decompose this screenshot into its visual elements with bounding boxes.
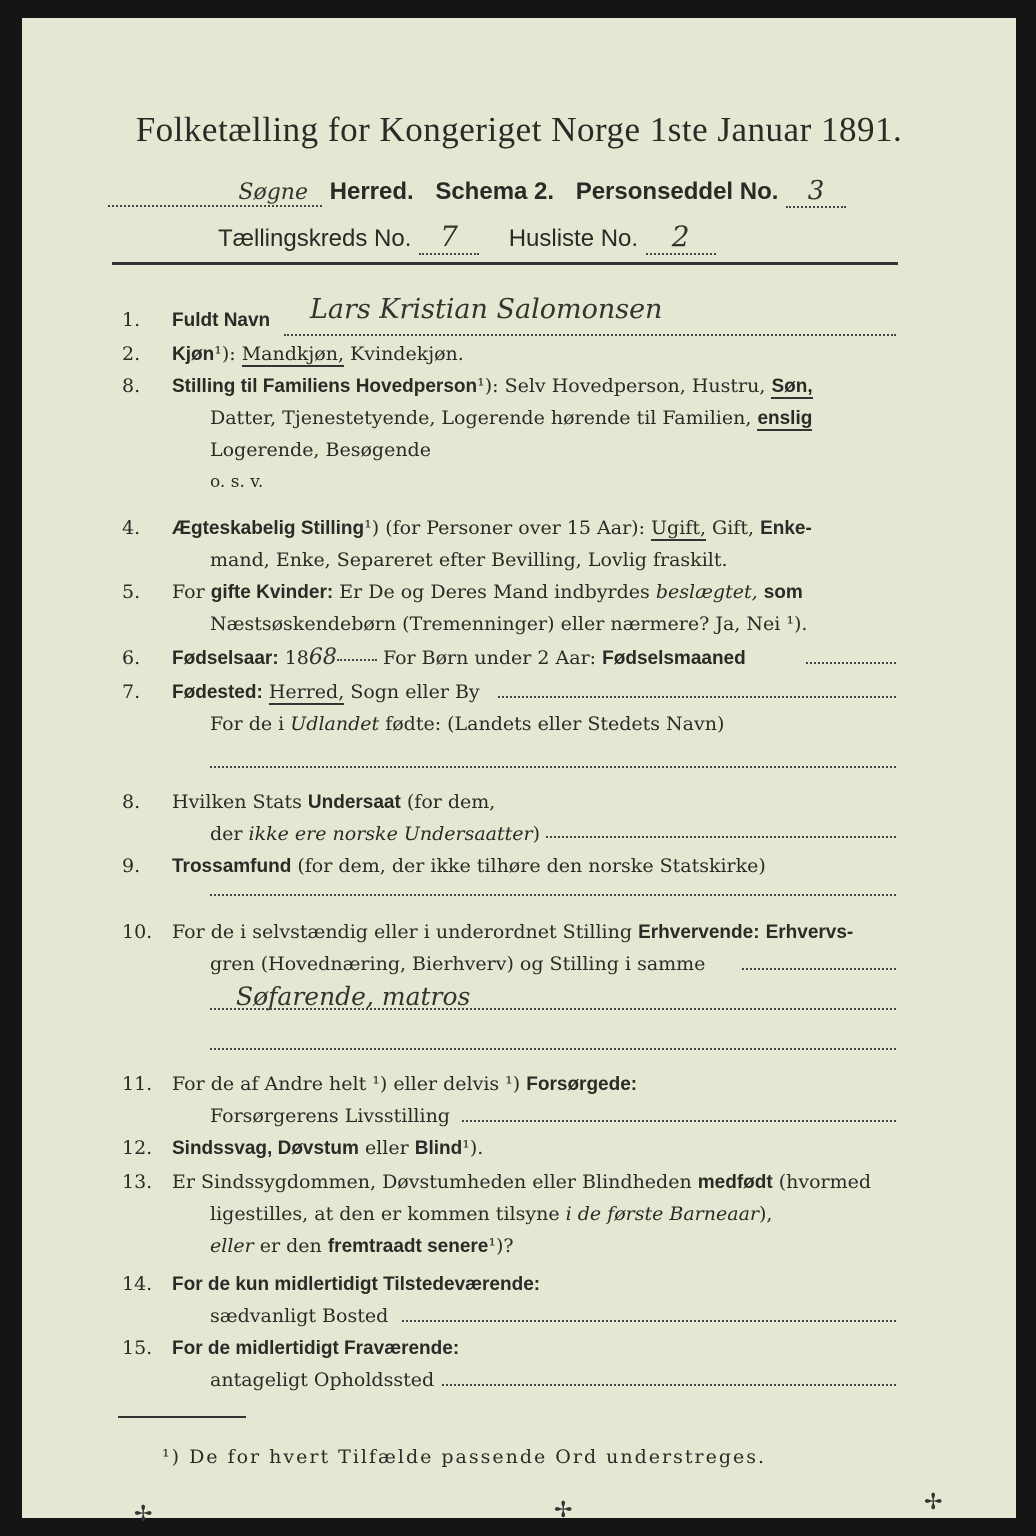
- abroad-prefix: For de i: [210, 713, 285, 735]
- item-5-som: som: [763, 582, 803, 603]
- item-number: 11.: [122, 1073, 153, 1095]
- item-10-line-2: gren (Hovednæring, Bierhverv) og Stilling i samme: [210, 953, 706, 975]
- full-name-value: Lars Kristian Salomonsen: [310, 294, 663, 325]
- item-7: [122, 678, 480, 707]
- disability-label: Sindssvag, Døvstum: [172, 1138, 359, 1159]
- item-number: 13.: [122, 1171, 153, 1193]
- supported-label: Forsørgede:: [526, 1074, 638, 1095]
- item-5: [122, 578, 803, 607]
- personseddel-value: 3: [786, 176, 846, 208]
- footnote-ref: ¹):: [214, 343, 236, 365]
- related-word: beslægtet,: [655, 581, 758, 603]
- kreds-label: Tællingskreds No.: [218, 225, 412, 252]
- item-number: 14.: [122, 1273, 153, 1295]
- occupation-branch-label: Erhvervs-: [765, 922, 854, 943]
- full-name-dotline: [284, 334, 896, 336]
- item-15-line-2: antageligt Opholdssted: [210, 1369, 435, 1391]
- congenital-line2-c: ),: [759, 1203, 773, 1225]
- item-number: 8.: [122, 375, 141, 397]
- item-5-for: For: [172, 581, 205, 603]
- married-women-label: gifte Kvinder:: [210, 582, 334, 603]
- birth-month-label: Fødselsmaaned: [602, 648, 746, 669]
- congenital-question: Er Sindssygdommen, Døvstumheden eller Blindheden: [172, 1171, 692, 1193]
- son-option: Søn,: [771, 376, 813, 397]
- form-title: Folketælling for Kongeriget Norge 1ste Januar 1891.: [135, 110, 903, 149]
- herred-line: [108, 176, 846, 208]
- footnote-rule: [118, 1416, 246, 1418]
- full-name-label: Fuldt Navn: [172, 310, 271, 331]
- family-position-label: Stilling til Familiens Hovedperson: [172, 376, 478, 397]
- birthplace-dotline: [498, 696, 896, 698]
- occupation-dotline-3: [210, 1048, 896, 1050]
- under-two-label: For Børn under 2 Aar:: [382, 647, 597, 669]
- congenital-note: (hvormed: [778, 1171, 872, 1193]
- registration-mark-icon: ✢: [924, 1490, 943, 1515]
- occupation-dotline-2: [210, 1008, 896, 1010]
- item-5-question: Er De og Deres Mand indbyrdes: [339, 581, 650, 603]
- widower-option: Enke-: [760, 518, 812, 539]
- husliste-label: Husliste No.: [508, 225, 639, 252]
- item-1: [122, 306, 270, 335]
- congenital-label: medfødt: [697, 1172, 773, 1193]
- item-number: 2.: [122, 343, 141, 365]
- sex-label: Kjøn: [172, 344, 215, 365]
- congenital-line3-a: eller: [210, 1235, 254, 1257]
- family-position-options: ¹): Selv Hovedperson, Hustru,: [477, 375, 766, 397]
- footnote: ¹) De for hvert Tilfælde passende Ord understreges.: [162, 1446, 767, 1468]
- citizenship-prefix: Hvilken Stats: [172, 791, 302, 813]
- birthplace-options: Sogn eller By: [350, 681, 480, 703]
- item-4: [122, 514, 812, 543]
- congenital-line2-a: ligestilles, at den er kommen tilsyne: [210, 1203, 560, 1225]
- citizenship-line2-b: ikke ere norske Undersaatter: [248, 823, 533, 845]
- abroad-dotline: [210, 766, 896, 768]
- personseddel-label: Personseddel No.: [575, 178, 779, 205]
- registration-mark-icon: ✢: [554, 1498, 573, 1523]
- congenital-line3-b: er den: [259, 1235, 322, 1257]
- religion-dotline: [210, 894, 896, 896]
- item-number: 4.: [122, 517, 141, 539]
- birthplace-herred-option: Herred,: [268, 681, 345, 703]
- birth-year-prefix: 18: [284, 647, 309, 669]
- item-12: [122, 1134, 483, 1163]
- item-13-line-3: [210, 1232, 514, 1261]
- occupation-label: Erhvervende:: [638, 922, 760, 943]
- item-7-line-2: [210, 710, 724, 738]
- disability-or: eller: [364, 1137, 409, 1159]
- item-number: 10.: [122, 921, 153, 943]
- supporter-dotline: [462, 1120, 896, 1122]
- item-13-line-2: [210, 1200, 772, 1228]
- footnote-ref: ¹).: [462, 1137, 484, 1159]
- citizenship-line2-c: ): [532, 823, 541, 845]
- citizenship-dotline: [546, 836, 896, 838]
- birthplace-label: Fødested:: [172, 682, 263, 703]
- item-6: [122, 644, 746, 673]
- blind-label: Blind: [414, 1138, 463, 1159]
- item-number: 8.: [122, 791, 141, 813]
- husliste-value: 2: [646, 220, 716, 255]
- unmarried-option: Ugift,: [651, 517, 706, 539]
- item-11: [122, 1070, 637, 1099]
- item-14-line-2: sædvanligt Bosted: [210, 1305, 389, 1327]
- family-position-options-2: Datter, Tjenestetyende, Logerende hørende til Familien,: [210, 407, 752, 429]
- occupation-value: Søfarende, matros: [236, 982, 471, 1011]
- item-number: 1.: [122, 309, 141, 331]
- occupation-prefix: For de i selvstændig eller i underordnet Stilling: [172, 921, 633, 943]
- dots: [337, 658, 377, 661]
- residence-dotline: [402, 1320, 896, 1322]
- later-label: fremtraadt senere: [327, 1236, 489, 1257]
- religion-note: (for dem, der ikke tilhøre den norske Statskirke): [297, 855, 766, 877]
- birth-year-value: 68: [308, 645, 337, 670]
- temporary-present-label: For de kun midlertidigt Tilstedeværende:: [172, 1274, 541, 1295]
- item-8: [122, 788, 495, 817]
- temporary-absent-label: For de midlertidigt Fraværende:: [172, 1338, 460, 1359]
- kreds-value: 7: [419, 220, 479, 255]
- citizenship-line2-a: der: [210, 823, 243, 845]
- whereabouts-dotline: [442, 1384, 896, 1386]
- married-option: Gift,: [712, 517, 755, 539]
- abroad-word: Udlandet: [290, 713, 380, 735]
- citizenship-note: (for dem,: [406, 791, 496, 813]
- item-number: 15.: [122, 1337, 153, 1359]
- item-number: 9.: [122, 855, 141, 877]
- abroad-rest: fødte: (Landets eller Stedets Navn): [385, 713, 725, 735]
- item-9: [122, 852, 766, 881]
- item-3-line-4: o. s. v.: [210, 472, 264, 492]
- item-15: [122, 1334, 459, 1363]
- item-2: [122, 340, 464, 369]
- item-number: 5.: [122, 581, 141, 603]
- sex-male-option: Mandkjøn,: [241, 343, 345, 365]
- census-form: [22, 18, 1016, 1527]
- item-5-line-2: Næstsøskendebørn (Tremenninger) eller nærmere? Ja, Nei ¹).: [210, 613, 808, 635]
- header-rule: [112, 262, 898, 265]
- item-3-line-3: Logerende, Besøgende: [210, 439, 431, 461]
- citizenship-label: Undersaat: [307, 792, 401, 813]
- item-number: 6.: [122, 647, 141, 669]
- herred-label: Herred.: [329, 178, 414, 205]
- item-number: 12.: [122, 1137, 153, 1159]
- birth-year-label: Fødselsaar:: [172, 648, 279, 669]
- item-3-line-2: [210, 404, 812, 433]
- marital-status-label: Ægteskabelig Stilling: [172, 518, 365, 539]
- marital-status-note: ¹) (for Personer over 15 Aar):: [364, 517, 645, 539]
- item-11-line-2: Forsørgerens Livsstilling: [210, 1105, 450, 1127]
- footnote-ref: ¹)?: [488, 1235, 514, 1257]
- item-3: [122, 372, 813, 401]
- item-13: [122, 1168, 871, 1197]
- item-number: 7.: [122, 681, 141, 703]
- birth-month-dotline: [806, 662, 896, 664]
- registration-mark-icon: ✢: [134, 1502, 153, 1527]
- religion-label: Trossamfund: [172, 856, 292, 877]
- sex-female-option: Kvindekjøn.: [350, 343, 464, 365]
- item-8-line-2: [210, 820, 540, 848]
- kreds-line: [218, 220, 716, 255]
- congenital-line2-b: i de første Barneaar: [565, 1203, 759, 1225]
- enslig-option: enslig: [757, 408, 813, 429]
- item-10: [122, 918, 853, 947]
- supported-prefix: For de af Andre helt ¹) eller delvis ¹): [172, 1073, 521, 1095]
- schema-label: Schema 2.: [435, 178, 555, 205]
- item-4-line-2: mand, Enke, Separeret efter Bevilling, Lovlig fraskilt.: [210, 549, 728, 571]
- occupation-dotline-1: [742, 968, 896, 970]
- herred-handwritten: Søgne: [108, 180, 322, 207]
- item-14: [122, 1270, 540, 1299]
